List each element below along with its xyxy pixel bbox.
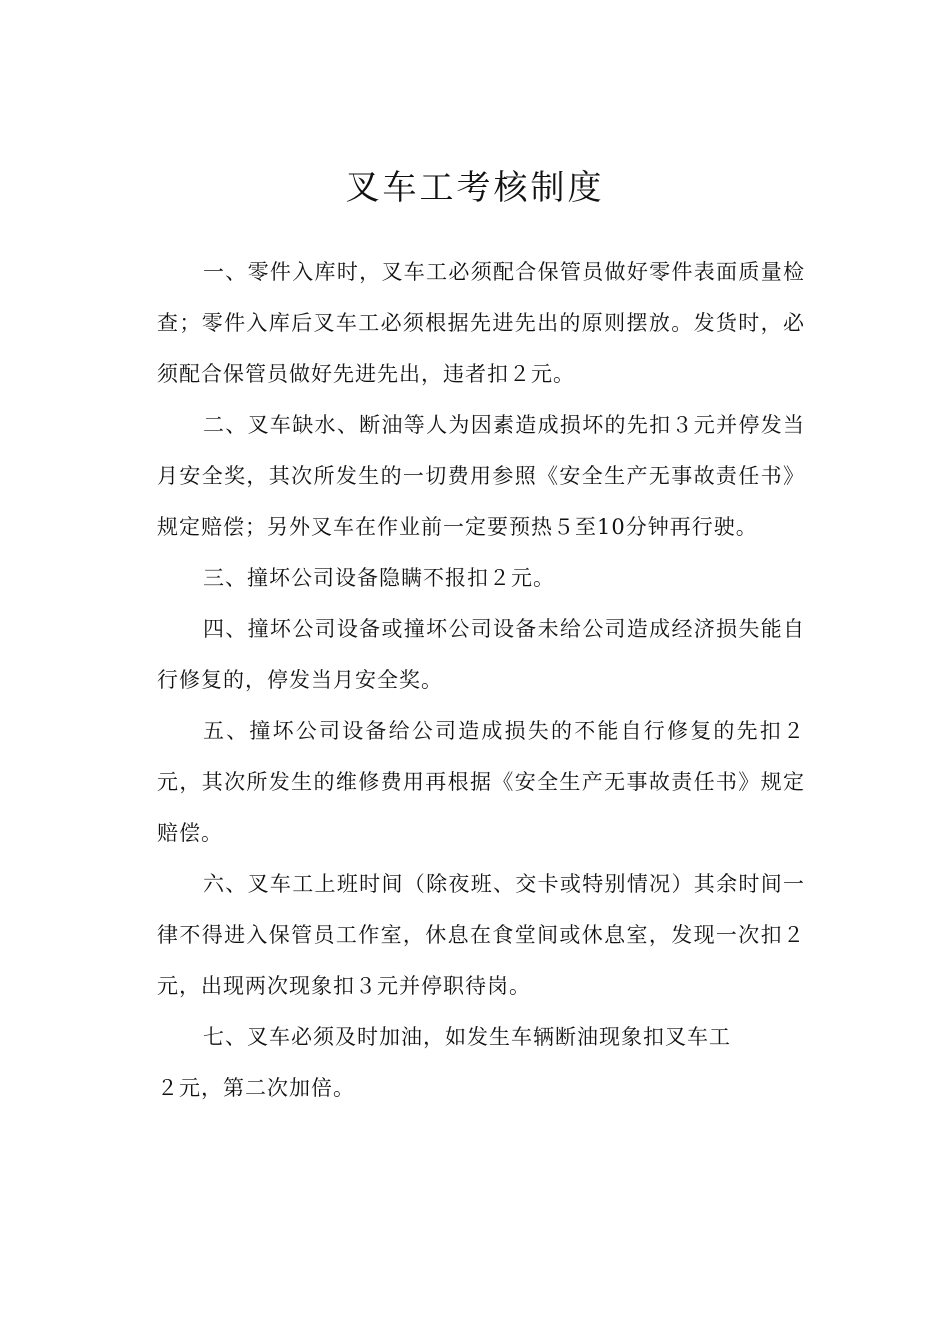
paragraph-6: 六、叉车工上班时间（除夜班、交卡或特别情况）其余时间一律不得进入保管员工作室，休息在食堂间或休息室，发现一次扣２元，出现两次现象扣３元并停职待岗。 bbox=[157, 872, 805, 998]
paragraph-4: 四、撞坏公司设备或撞坏公司设备未给公司造成经济损失能自行修复的，停发当月安全奖。 bbox=[157, 617, 805, 692]
paragraph-2: 二、叉车缺水、断油等人为因素造成损坏的先扣３元并停发当月安全奖，其次所发生的一切费用参照《安全生产无事故责任书》规定赔偿；另外叉车在作业前一定要预热５至10分钟再行驶。 bbox=[157, 413, 805, 539]
paragraph-1: 一、零件入库时，叉车工必须配合保管员做好零件表面质量检查；零件入库后叉车工必须根据先进先出的原则摆放。发货时，必须配合保管员做好先进先出，违者扣２元。 bbox=[157, 260, 805, 386]
paragraph-7-line-2: ２元，第二次加倍。 bbox=[157, 1076, 355, 1100]
paragraph-7-line-1: 七、叉车必须及时加油，如发生车辆断油现象扣叉车工 bbox=[203, 1025, 731, 1049]
paragraph-3: 三、撞坏公司设备隐瞒不报扣２元。 bbox=[203, 566, 555, 590]
paragraph-5: 五、撞坏公司设备给公司造成损失的不能自行修复的先扣２元，其次所发生的维修费用再根据《安全生产无事故责任书》规定赔偿。 bbox=[157, 719, 805, 845]
document-title: 叉车工考核制度 bbox=[345, 167, 605, 208]
document-body bbox=[157, 247, 805, 1114]
